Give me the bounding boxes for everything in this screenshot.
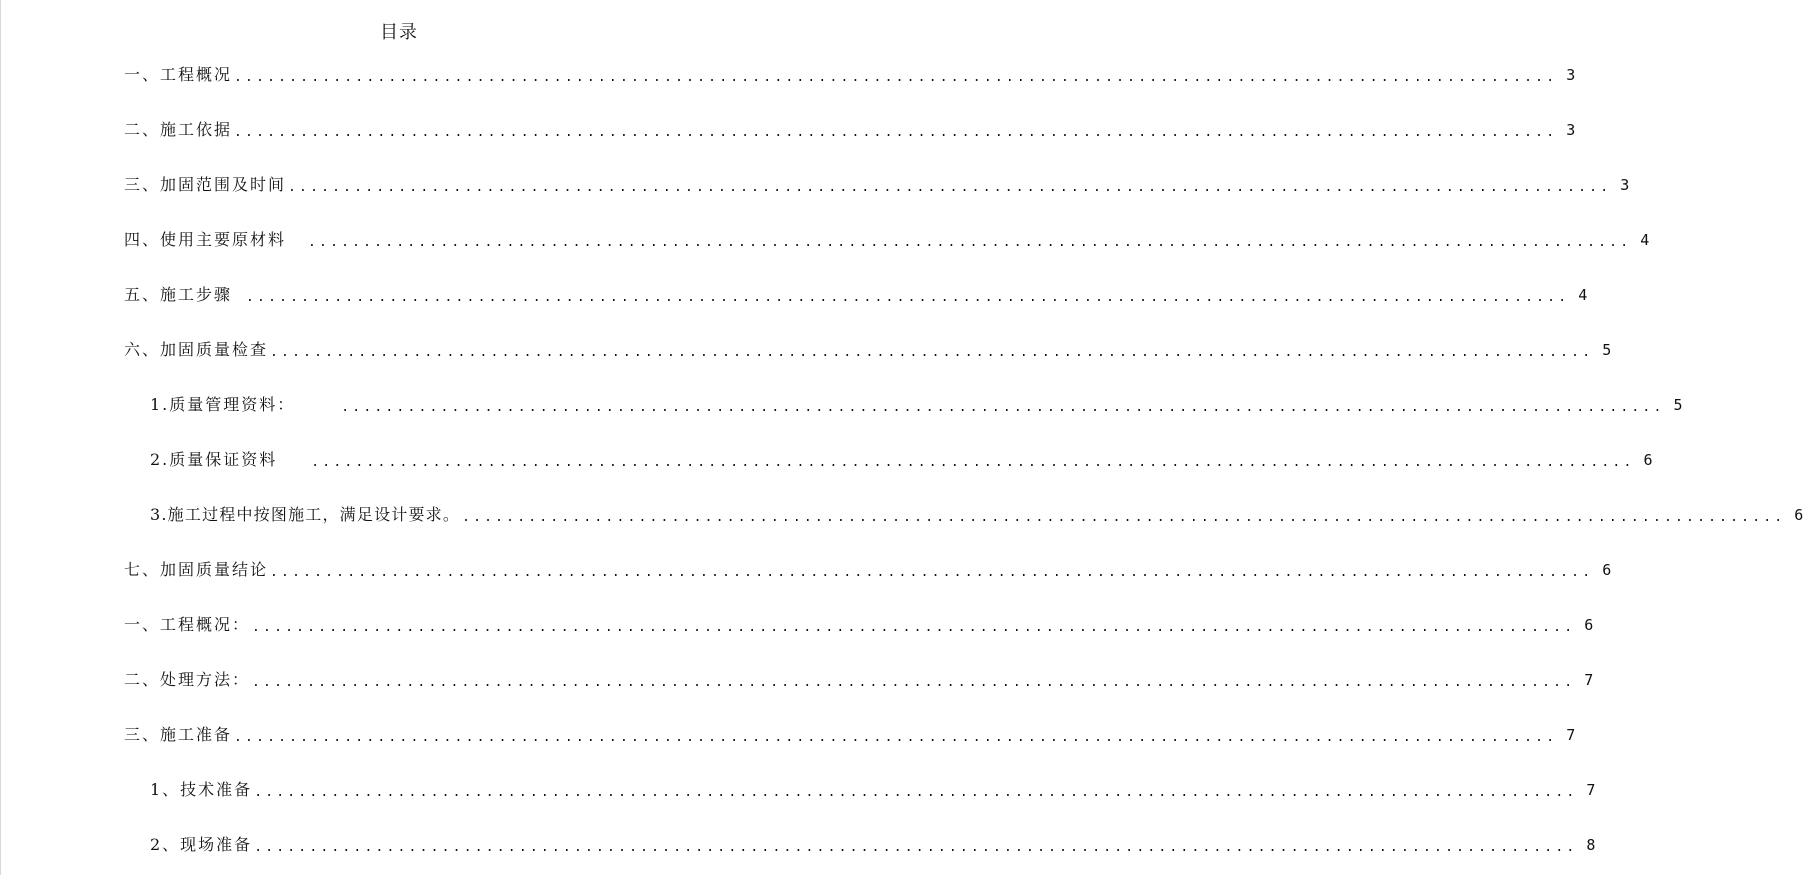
toc-dot-leader: ........................................................................................................................: [252, 620, 1576, 635]
toc-dot-leader: ........................................................................................................................: [234, 730, 1558, 745]
toc-entry-label: 一、工程概况: [124, 65, 233, 84]
toc-dot-leader: ........................................................................................................................: [254, 785, 1578, 800]
page-edge-divider: [0, 0, 1, 875]
toc-page-number: 5: [1602, 341, 1612, 359]
toc-entry[interactable]: [124, 172, 1630, 198]
toc-subentry[interactable]: [150, 777, 1596, 803]
toc-dot-leader: ........................................................................................................................: [288, 180, 1612, 195]
toc-dot-leader: ........................................................................................................................: [234, 125, 1558, 140]
toc-subentry[interactable]: [150, 447, 1653, 473]
toc-entry[interactable]: [124, 117, 1576, 143]
toc-page-number: 7: [1586, 781, 1596, 799]
toc-entry-label: 二、处理方法：: [124, 670, 251, 689]
toc-entry-label: 2.质量保证资料: [150, 450, 278, 469]
toc-page-number: 5: [1673, 396, 1683, 414]
toc-dot-leader: ........................................................................................................................: [252, 675, 1576, 690]
toc-entry-label: 三、施工准备: [124, 725, 233, 744]
toc-entry-label: 四、使用主要原材料: [124, 230, 287, 249]
toc-dot-leader: ........................................................................................................................: [308, 235, 1632, 250]
toc-subentry[interactable]: [150, 832, 1596, 858]
toc-entry[interactable]: [124, 722, 1576, 748]
toc-subentry[interactable]: [150, 392, 1683, 418]
toc-dot-leader: ........................................................................................................................: [254, 840, 1578, 855]
toc-entry-label: 五、施工步骤: [124, 285, 233, 304]
toc-dot-leader: ........................................................................................................................: [341, 400, 1665, 415]
toc-dot-leader: ........................................................................................................................: [462, 510, 1786, 525]
toc-subentry[interactable]: [150, 502, 1803, 528]
toc-dot-leader: ........................................................................................................................: [311, 455, 1635, 470]
toc-entry-label: 一、工程概况：: [124, 615, 251, 634]
toc-page-number: 4: [1578, 286, 1588, 304]
toc-entry-label: 二、施工依据: [124, 120, 233, 139]
toc-page-number: 3: [1566, 121, 1576, 139]
toc-dot-leader: ........................................................................................................................: [246, 290, 1570, 305]
toc-dot-leader: ........................................................................................................................: [270, 565, 1594, 580]
toc-entry[interactable]: [124, 282, 1588, 308]
toc-page-number: 6: [1584, 616, 1594, 634]
toc-entry[interactable]: [124, 337, 1612, 363]
toc-page-number: 4: [1640, 231, 1650, 249]
toc-page-number: 6: [1794, 506, 1803, 524]
toc-entry-label: 1.质量管理资料：: [150, 395, 296, 414]
toc-dot-leader: ........................................................................................................................: [234, 70, 1558, 85]
toc-entry[interactable]: [124, 227, 1650, 253]
toc-entry[interactable]: [124, 612, 1594, 638]
toc-entry-label: 三、加固范围及时间: [124, 175, 287, 194]
toc-page-number: 6: [1602, 561, 1612, 579]
toc-entry-label: 1、技术准备: [150, 780, 253, 799]
toc-title: 目录: [380, 22, 418, 43]
toc-entry-label: 七、加固质量结论: [124, 560, 269, 579]
toc-entry-label: 2、现场准备: [150, 835, 253, 854]
toc-dot-leader: ........................................................................................................................: [270, 345, 1594, 360]
toc-page-number: 7: [1566, 726, 1576, 744]
toc-entry[interactable]: [124, 667, 1594, 693]
toc-page-number: 3: [1620, 176, 1630, 194]
toc-entry[interactable]: [124, 557, 1612, 583]
toc-entry-label: 六、加固质量检查: [124, 340, 269, 359]
toc-page-number: 6: [1643, 451, 1653, 469]
toc-entry[interactable]: [124, 62, 1576, 88]
toc-page-number: 8: [1586, 836, 1596, 854]
toc-page-number: 3: [1566, 66, 1576, 84]
toc-page-number: 7: [1584, 671, 1594, 689]
toc-entry-label: 3.施工过程中按图施工，满足设计要求。: [150, 505, 461, 524]
